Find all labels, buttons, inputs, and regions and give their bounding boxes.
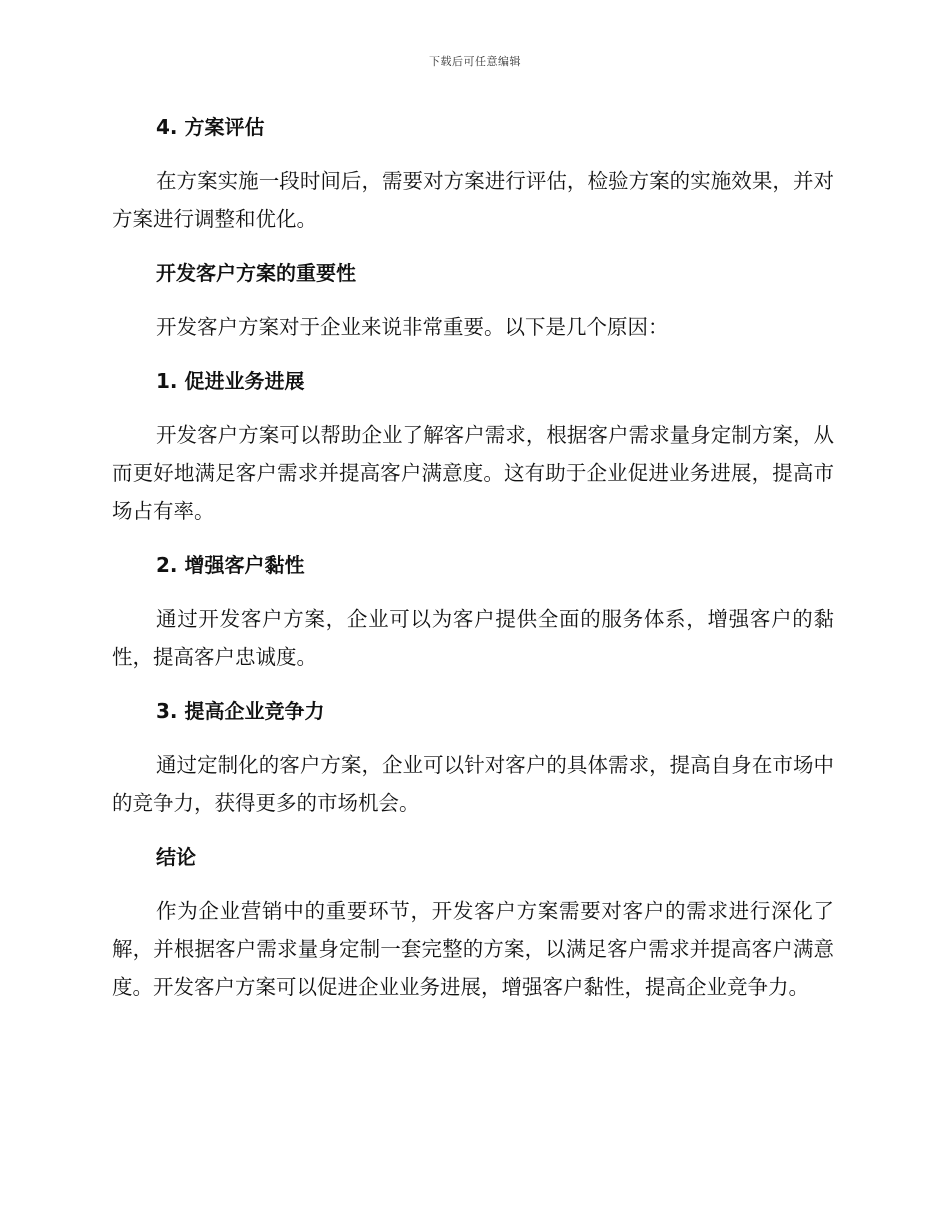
- section-heading: 1. 促进业务进展: [156, 369, 305, 393]
- section-paragraph: 通过定制化的客户方案，企业可以针对客户的具体需求，提高自身在市场中的竞争力，获得更多的市场机会。: [112, 753, 834, 815]
- section-paragraph: 开发客户方案对于企业来说非常重要。以下是几个原因：: [156, 315, 669, 339]
- section-heading: 开发客户方案的重要性: [156, 261, 356, 285]
- section-importance: [112, 254, 834, 362]
- section-promote-business: [112, 362, 834, 546]
- section-heading: 2. 增强客户黏性: [156, 553, 305, 577]
- section-paragraph: 通过开发客户方案，企业可以为客户提供全面的服务体系，增强客户的黏性，提高客户忠诚度。: [112, 607, 834, 669]
- section-paragraph: 作为企业营销中的重要环节，开发客户方案需要对客户的需求进行深化了解，并根据客户需求量身定制一套完整的方案，以满足客户需求并提高客户满意度。开发客户方案可以促进企业业务进展，增强客户黏性，提高企业竞争力。: [112, 899, 834, 999]
- section-heading: 4. 方案评估: [156, 115, 265, 139]
- section-customer-stickiness: [112, 546, 834, 692]
- section-paragraph: 在方案实施一段时间后，需要对方案进行评估，检验方案的实施效果，并对方案进行调整和优化。: [112, 169, 834, 231]
- section-heading: 结论: [156, 845, 196, 869]
- page-header: 下载后可任意编辑: [429, 55, 521, 68]
- section-competitiveness: [112, 692, 834, 838]
- section-paragraph: 开发客户方案可以帮助企业了解客户需求，根据客户需求量身定制方案，从而更好地满足客户需求并提高客户满意度。这有助于企业促进业务进展，提高市场占有率。: [112, 423, 834, 523]
- section-conclusion: [112, 838, 834, 1006]
- document-body: [112, 108, 834, 1006]
- section-heading: 3. 提高企业竞争力: [156, 699, 325, 723]
- section-plan-evaluation: [112, 108, 834, 254]
